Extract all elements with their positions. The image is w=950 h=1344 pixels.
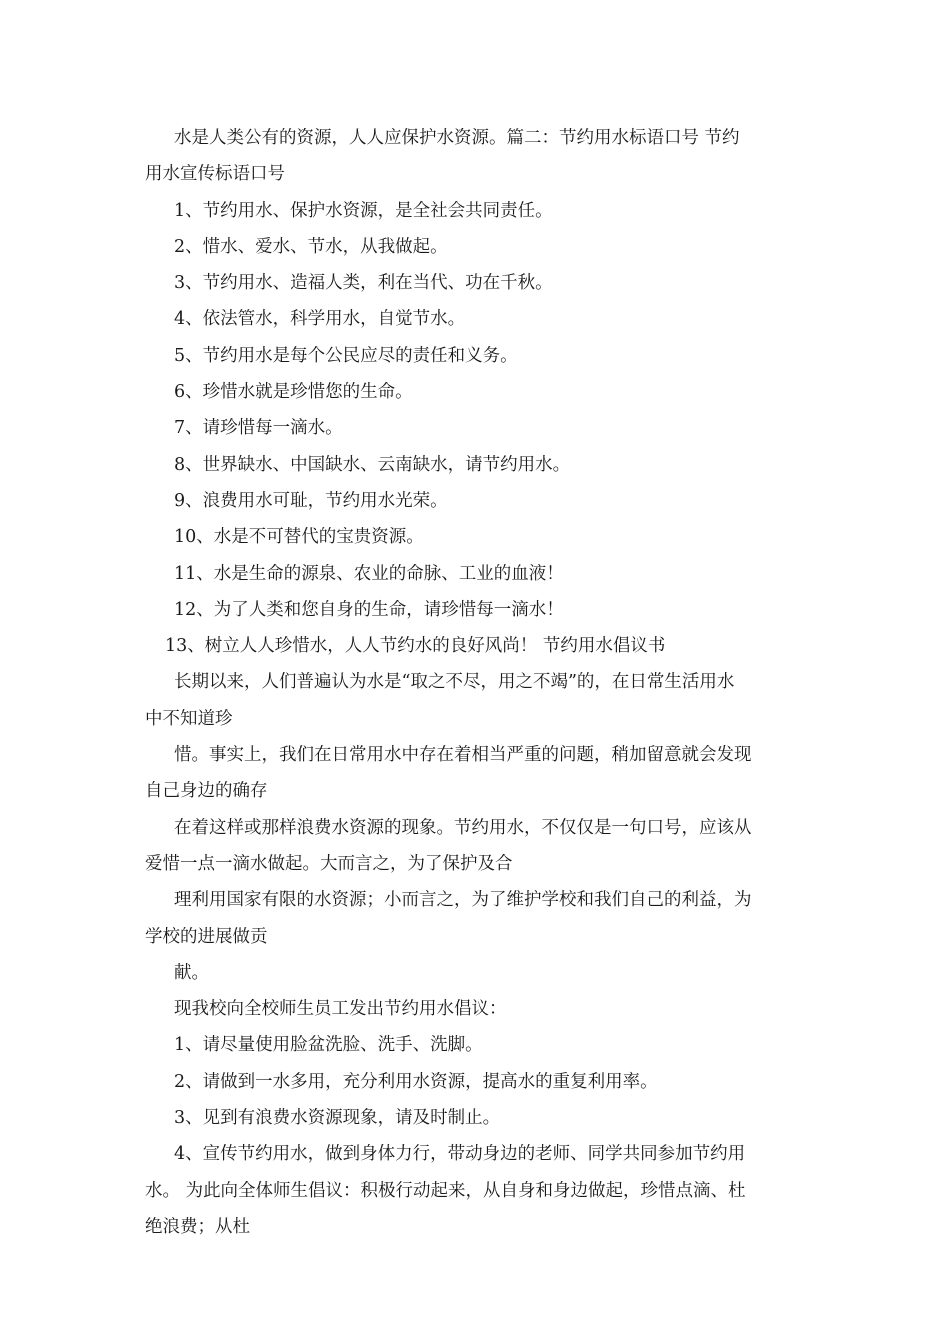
paragraph-line: 惜。事实上，我们在日常用水中存在着相当严重的问题，稍加留意就会发现 bbox=[174, 745, 752, 766]
list-item: 2、惜水、爱水、节水，从我做起。 bbox=[174, 236, 448, 257]
list-item: 12、为了人类和您自身的生命，请珍惜每一滴水！ bbox=[174, 599, 564, 620]
list-item: 2、请做到一水多用，充分利用水资源，提高水的重复利用率。 bbox=[174, 1071, 658, 1092]
list-item: 3、见到有浪费水资源现象，请及时制止。 bbox=[174, 1108, 501, 1129]
list-item: 7、请珍惜每一滴水。 bbox=[174, 418, 343, 439]
list-item: 9、浪费用水可耻，节约用水光荣。 bbox=[174, 490, 448, 511]
paragraph-line: 自己身边的确存 bbox=[145, 781, 268, 802]
list-item: 8、世界缺水、中国缺水、云南缺水，请节约用水。 bbox=[174, 454, 571, 475]
list-item: 11、水是生命的源泉、农业的命脉、工业的血液！ bbox=[174, 563, 564, 584]
paragraph-line: 献。 bbox=[174, 962, 209, 983]
paragraph-line: 用水宣传标语口号 bbox=[145, 164, 285, 185]
list-item: 4、宣传节约用水，做到身体力行，带动身边的老师、同学共同参加节约用 bbox=[174, 1144, 746, 1165]
paragraph-line: 学校的进展做贡 bbox=[145, 926, 268, 947]
paragraph-line: 现我校向全校师生员工发出节约用水倡议： bbox=[174, 999, 507, 1020]
list-item: 3、节约用水、造福人类，利在当代、功在千秋。 bbox=[174, 273, 553, 294]
paragraph-line: 中不知道珍 bbox=[145, 708, 233, 729]
document-body bbox=[145, 120, 807, 1245]
paragraph-line: 理利用国家有限的水资源；小而言之，为了维护学校和我们自己的利益，为 bbox=[174, 890, 752, 911]
paragraph-line: 水。 为此向全体师生倡议：积极行动起来，从自身和身边做起，珍惜点滴、杜 bbox=[145, 1180, 746, 1201]
list-item: 5、节约用水是每个公民应尽的责任和义务。 bbox=[174, 345, 518, 366]
paragraph-line: 水是人类公有的资源，人人应保护水资源。篇二：节约用水标语口号 节约 bbox=[174, 128, 740, 148]
list-item: 1、节约用水、保护水资源，是全社会共同责任。 bbox=[174, 200, 553, 221]
list-item: 1、请尽量使用脸盆洗脸、洗手、洗脚。 bbox=[174, 1035, 483, 1056]
list-item: 4、依法管水，科学用水，自觉节水。 bbox=[174, 309, 466, 330]
list-item: 6、珍惜水就是珍惜您的生命。 bbox=[174, 382, 413, 403]
paragraph-line: 爱惜一点一滴水做起。大而言之，为了保护及合 bbox=[145, 853, 513, 874]
paragraph-line: 绝浪费；从杜 bbox=[145, 1216, 250, 1237]
paragraph-line: 长期以来，人们普遍认为水是“取之不尽，用之不竭”的，在日常生活用水 bbox=[174, 672, 735, 693]
paragraph-line: 在着这样或那样浪费水资源的现象。节约用水，不仅仅是一句口号，应该从 bbox=[174, 817, 752, 838]
list-item: 10、水是不可替代的宝贵资源。 bbox=[174, 527, 424, 548]
list-item: 13、树立人人珍惜水，人人节约水的良好风尚！ 节约用水倡议书 bbox=[165, 636, 666, 657]
